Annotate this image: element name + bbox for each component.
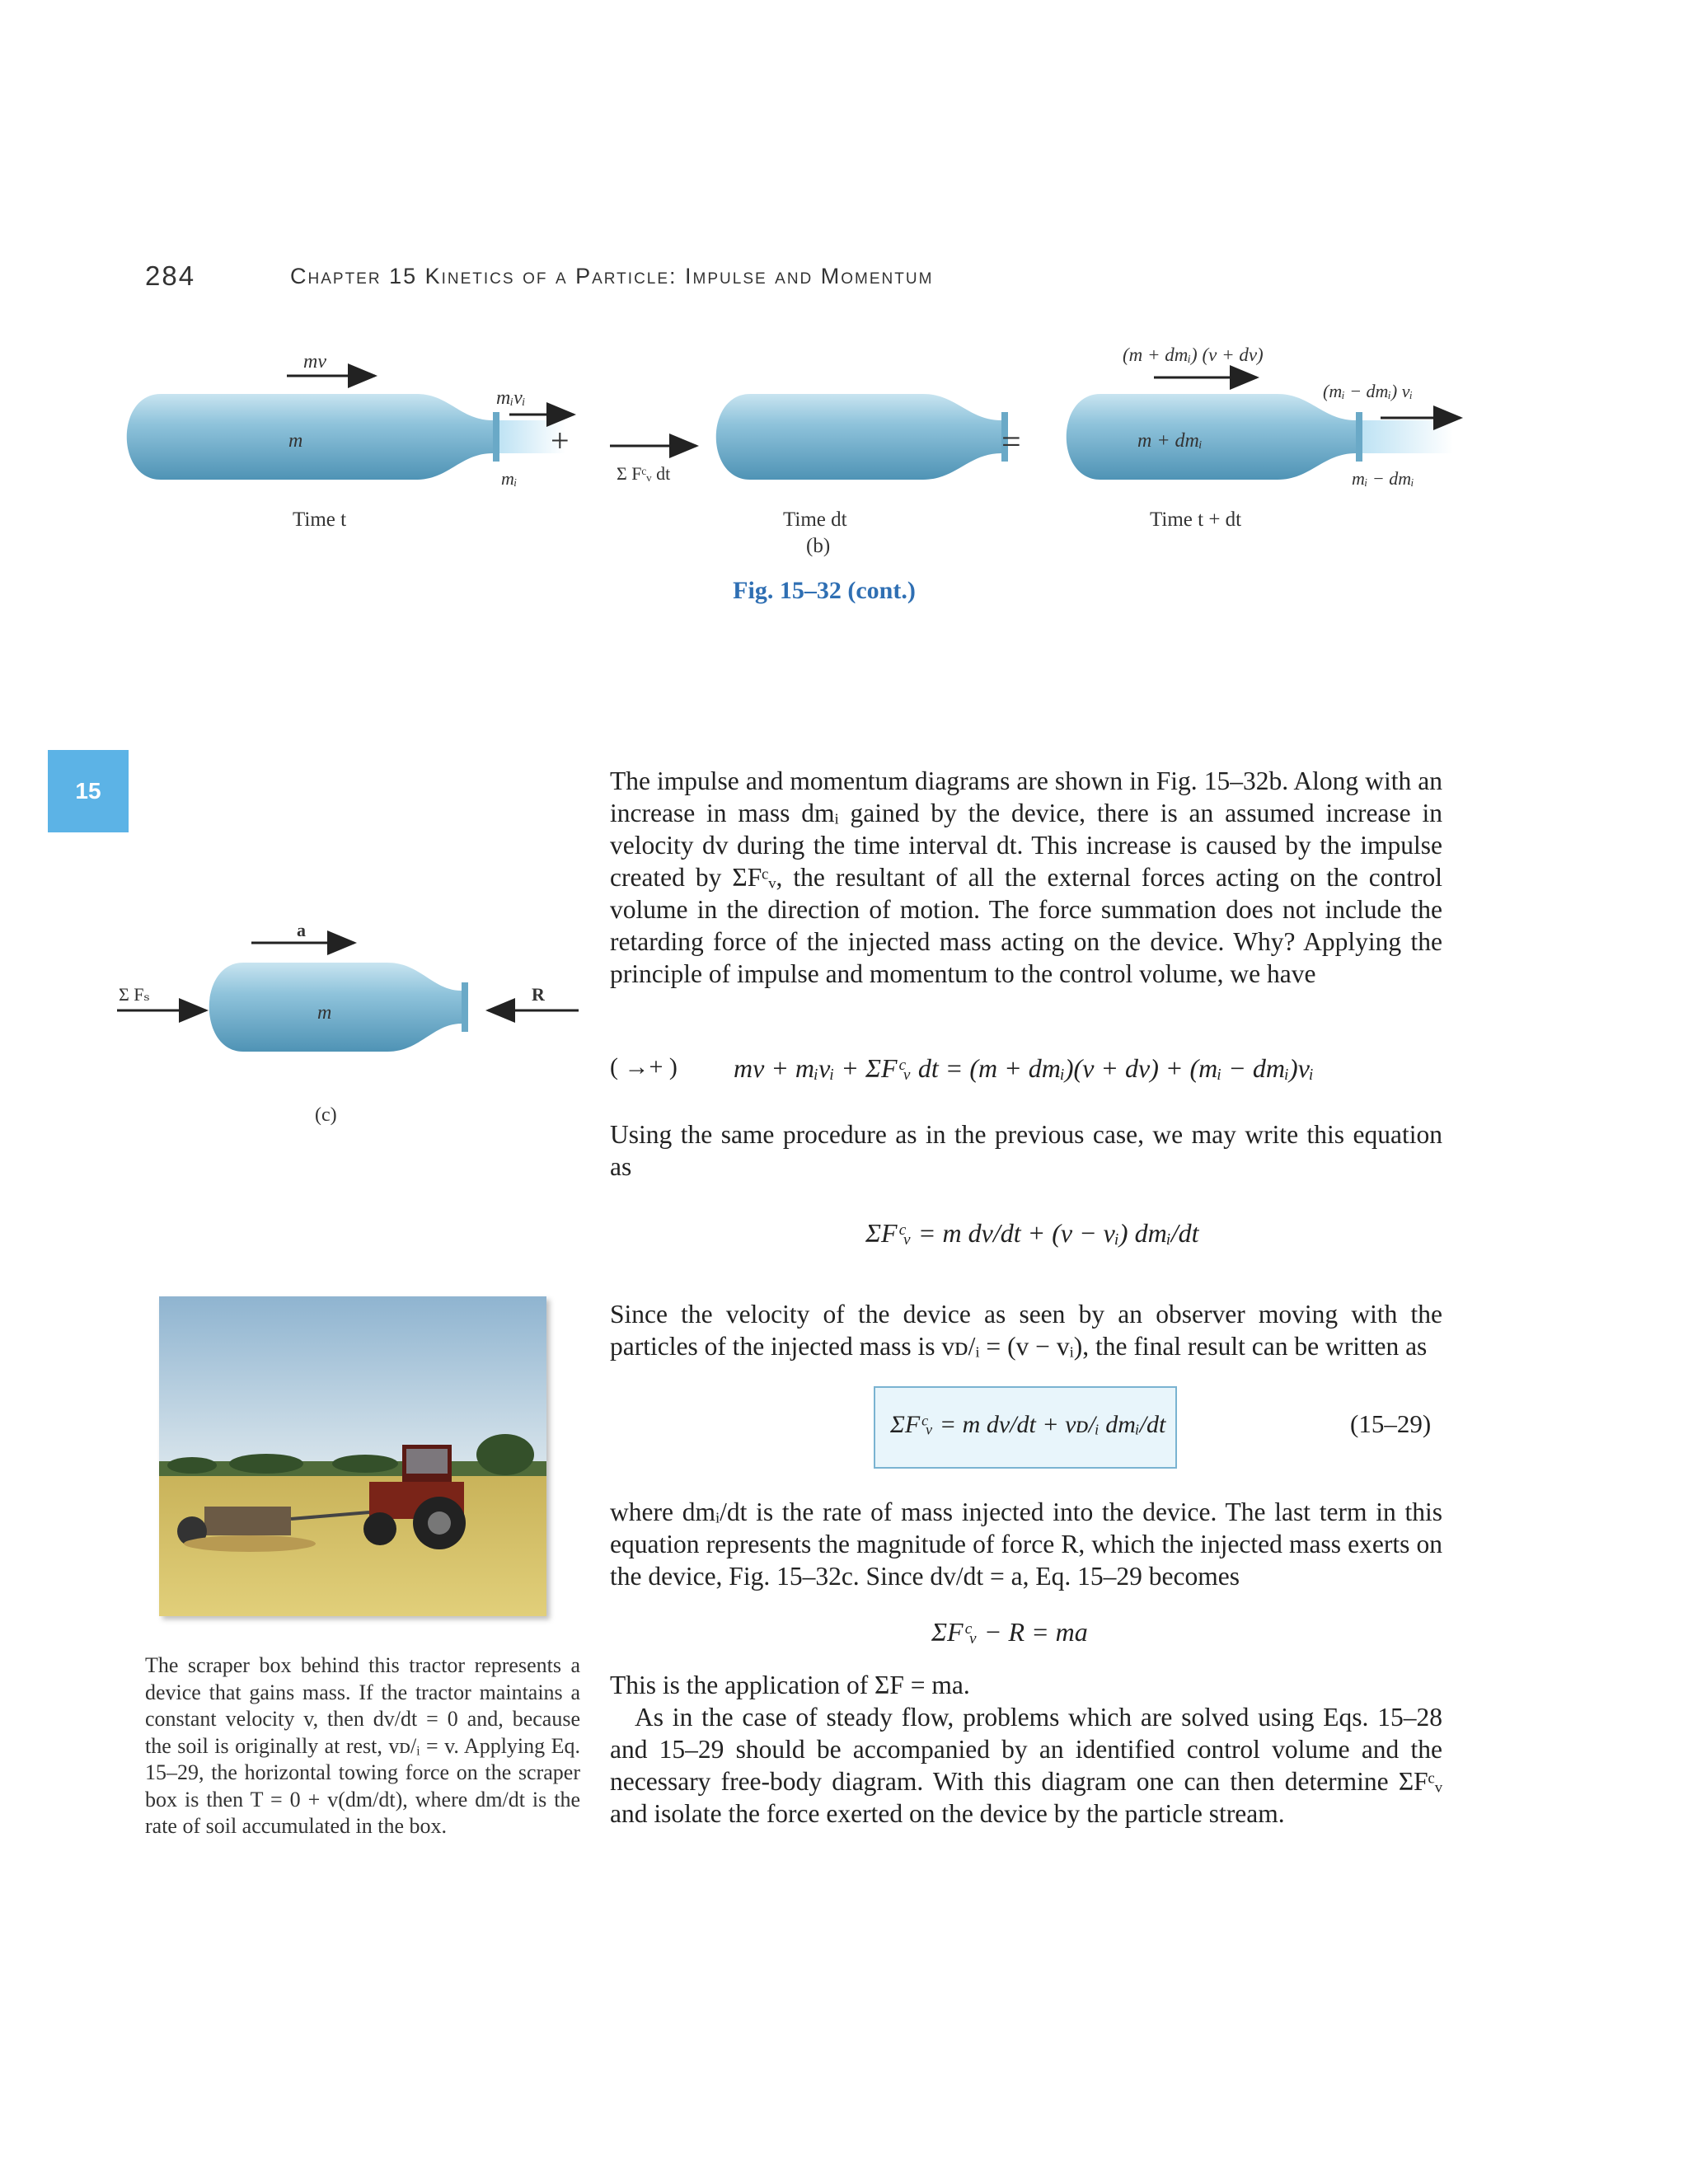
bottle-control-volume bbox=[209, 963, 468, 1052]
equation-2: ΣFᶜᵥ = m dv/dt + (v − vᵢ) dmᵢ/dt bbox=[865, 1218, 1199, 1248]
figure-15-32b bbox=[82, 330, 1484, 577]
mivi-label: mᵢvᵢ bbox=[496, 387, 526, 409]
page-number: 284 bbox=[145, 260, 196, 291]
top-velocity-label: (m + dmᵢ) (v + dv) bbox=[1123, 344, 1264, 365]
exit-mass-label: mᵢ − dmᵢ bbox=[1352, 468, 1414, 489]
paragraph-1: The impulse and momentum diagrams are shown in Fig. 15–32b. Along with an increase in mass dmᵢ gained by the device, there is an assumed increase in velocity dv during the time interval dt. This increase is caused by the impulse created by ΣFᶜᵥ, the resultant of all the external forces acting on the control volume in the direction of motion. The force summation does not include the retarding force of the injected mass acting on the device. Why? Applying the principle of impulse and momentum to the control volume, we have bbox=[610, 766, 1442, 988]
tractor-photo bbox=[159, 1296, 546, 1616]
mass-sum-label: m + dmᵢ bbox=[1137, 430, 1203, 452]
figure-15-32c bbox=[107, 915, 602, 1162]
mi-label: mᵢ bbox=[501, 468, 518, 489]
exit-velocity-label: (mᵢ − dmᵢ) vᵢ bbox=[1323, 381, 1413, 401]
equation-1 bbox=[610, 1048, 1442, 1090]
equation-1-tag: ( →+ ) bbox=[610, 1053, 678, 1080]
chapter-header: Chapter 15 Kinetics of a Particle: Impulse and Momentum bbox=[290, 264, 934, 288]
mass-m-label: m bbox=[288, 430, 303, 452]
paragraph-4: where dmᵢ/dt is the rate of mass injected into the device. The last term in this equation represents the magnitude of force R, which the injected mass exerts on the device, Fig. 15–32c. Since dv/dt = a, Eq. 15–29 becomes bbox=[610, 1497, 1442, 1591]
paragraph-3: Since the velocity of the device as seen by an observer moving with the particles of the injected mass is vᴅ/ᵢ = (v − vᵢ), the final result can be written as bbox=[610, 1300, 1442, 1361]
equation-4: ΣFᶜᵥ − R = ma bbox=[931, 1617, 1088, 1647]
paragraph-5: This is the application of ΣF = ma. bbox=[610, 1671, 970, 1699]
equation-3: ΣFᶜᵥ = m dv/dt + vᴅ/ᵢ dmᵢ/dt bbox=[890, 1411, 1166, 1438]
force-r-label: R bbox=[532, 984, 545, 1005]
force-left-label: Σ Fₛ bbox=[119, 984, 150, 1005]
time-dt-label: Time dt bbox=[783, 509, 847, 531]
equation-15-29-box bbox=[874, 1386, 1177, 1469]
equation-1-body: mv + mᵢvᵢ + ΣFᶜᵥ dt = (m + dmᵢ)(v + dv) + (mᵢ − dmᵢ)vᵢ bbox=[734, 1053, 1314, 1083]
figure-c-sublabel: (c) bbox=[315, 1104, 337, 1126]
force-cv-label: Σ Fᶜᵥ dt bbox=[617, 463, 671, 484]
time-t-label: Time t bbox=[293, 509, 347, 531]
photo-caption: The scraper box behind this tractor represents a device that gains mass. If the tractor maintains a constant velocity v, then dv/dt = 0 and, because the soil is originally at rest, vᴅ/ᵢ = v. Applying Eq. 15–29, the horizontal towing force on the scraper box is then T = 0 + v(dm/dt), where dm/dt is the rate of soil accumulated in the box. bbox=[145, 1653, 580, 1838]
acceleration-label: a bbox=[297, 920, 306, 940]
figure-b-sublabel: (b) bbox=[806, 535, 831, 557]
time-t-dt-label: Time t + dt bbox=[1150, 509, 1242, 531]
plus-sign: + bbox=[551, 422, 570, 459]
chapter-tab: 15 bbox=[48, 750, 129, 832]
bottle-time-dt bbox=[716, 394, 1008, 480]
paragraph-2: Using the same procedure as in the previous case, we may write this equation as bbox=[610, 1120, 1442, 1181]
mass-label: m bbox=[317, 1002, 332, 1024]
equals-sign: = bbox=[1001, 424, 1021, 462]
bottle-time-t-plus-dt bbox=[1067, 394, 1453, 480]
mv-label: mv bbox=[303, 351, 326, 373]
figure-caption: Fig. 15–32 (cont.) bbox=[733, 577, 916, 604]
paragraph-6: As in the case of steady flow, problems which are solved using Eqs. 15–28 and 15–29 should be accompanied by an identified control volume and the necessary free-body diagram. With this diagram one can then determine ΣFᶜᵥ and isolate the force exerted on the device by the particle stream. bbox=[610, 1703, 1442, 1828]
equation-number: (15–29) bbox=[1350, 1409, 1432, 1438]
